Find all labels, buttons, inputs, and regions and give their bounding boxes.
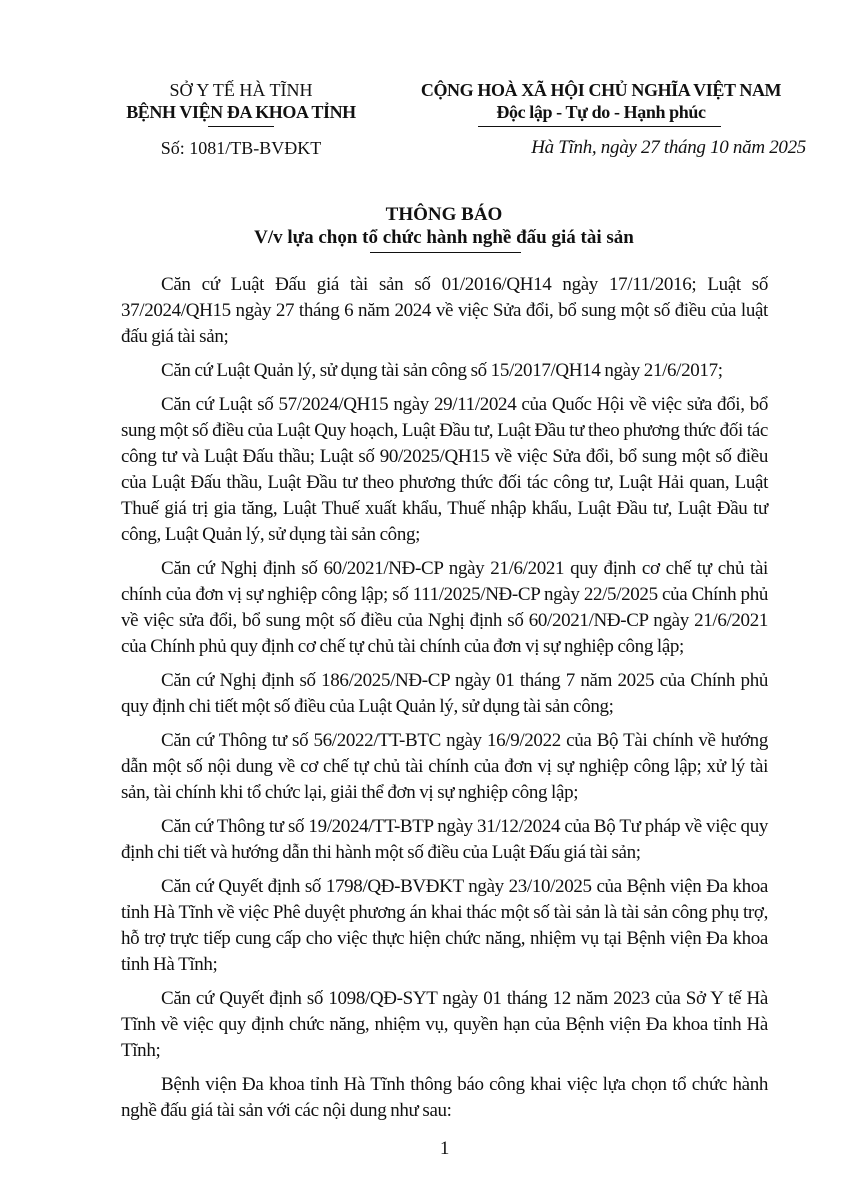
subject-underline-wrap (100, 249, 788, 255)
issuing-agency-block (96, 79, 386, 159)
document-title-block (100, 203, 788, 255)
organization-underline (208, 126, 274, 127)
place-and-date: Hà Tĩnh, ngày 27 tháng 10 năm 2025 (531, 137, 806, 158)
document-subject: V/v lựa chọn tổ chức hành nghề đấu giá tài sản (254, 227, 634, 248)
document-number: Số: 1081/TB-BVĐKT (160, 138, 322, 158)
motto-underline (478, 126, 721, 127)
document-header (96, 79, 806, 159)
legal-basis-paragraph: Căn cứ Luật Đấu giá tài sản số 01/2016/QH14 ngày 17/11/2016; Luật số 37/2024/QH15 ngày 27 tháng 6 năm 2024 về việc Sửa đổi, bổ sung một số điều của luật đấu giá tài sản; (121, 274, 768, 347)
organization-name: BỆNH VIỆN ĐA KHOA TỈNH (126, 102, 356, 122)
announcement-paragraph: Bệnh viện Đa khoa tỉnh Hà Tĩnh thông báo công khai việc lựa chọn tổ chức hành nghề đấu giá tài sản với các nội dung như sau: (121, 1074, 768, 1121)
department-name: SỞ Y TẾ HÀ TĨNH (169, 80, 313, 100)
legal-basis-paragraph: Căn cứ Luật số 57/2024/QH15 ngày 29/11/2024 của Quốc Hội về việc sửa đổi, bổ sung một số điều của Luật Quy hoạch, Luật Đầu tư, Luật Đầu tư theo phương thức đối tác công tư và Luật Đấu thầu; Luật số 90/2025/QH15 về việc Sửa đổi, bổ sung một số điều của Luật Đấu thầu, Luật Đầu tư theo phương thức đối tác công tư, Luật Hải quan, Luật Thuế giá trị gia tăng, Luật Thuế xuất khẩu, Thuế nhập khẩu, Luật Đầu tư, Luật Đầu tư công, Luật Quản lý, sử dụng tài sản công; (121, 394, 768, 545)
legal-basis-paragraph: Căn cứ Luật Quản lý, sử dụng tài sản công số 15/2017/QH14 ngày 21/6/2017; (161, 360, 723, 381)
page-number: 1 (439, 1138, 450, 1159)
national-title: CỘNG HOÀ XÃ HỘI CHỦ NGHĨA VIỆT NAM (420, 80, 782, 100)
document-body (121, 272, 768, 1162)
legal-basis-paragraph: Căn cứ Thông tư số 56/2022/TT-BTC ngày 16/9/2022 của Bộ Tài chính về hướng dẫn một số nội dung về cơ chế tự chủ tài chính của đơn vị sự nghiệp công lập; xử lý tài sản, tài chính khi tổ chức lại, giải thể đơn vị sự nghiệp công lập; (121, 730, 768, 803)
legal-basis-paragraph: Căn cứ Thông tư số 19/2024/TT-BTP ngày 31/12/2024 của Bộ Tư pháp về việc quy định chi tiết và hướng dẫn thi hành một số điều của Luật Đấu giá tài sản; (121, 816, 768, 863)
subject-underline (370, 252, 521, 253)
document-title: THÔNG BÁO (385, 204, 503, 225)
legal-basis-paragraph: Căn cứ Quyết định số 1098/QĐ-SYT ngày 01 tháng 12 năm 2023 của Sở Y tế Hà Tĩnh về việc quy định chức năng, nhiệm vụ, quyền hạn của Bệnh viện Đa khoa tỉnh Hà Tĩnh; (121, 988, 768, 1061)
organization-underline-wrap (96, 123, 386, 131)
legal-basis-paragraph: Căn cứ Nghị định số 186/2025/NĐ-CP ngày 01 tháng 7 năm 2025 của Chính phủ quy định chi tiết một số điều của Luật Quản lý, sử dụng tài sản công; (121, 670, 768, 717)
national-motto: Độc lập - Tự do - Hạnh phúc (496, 102, 706, 122)
national-header-block (396, 79, 806, 159)
motto-underline-wrap (396, 123, 806, 131)
legal-basis-paragraph: Căn cứ Nghị định số 60/2021/NĐ-CP ngày 21/6/2021 quy định cơ chế tự chủ tài chính của đơn vị sự nghiệp công lập; số 111/2025/NĐ-CP ngày 22/5/2025 của Chính phủ về việc sửa đổi, bổ sung một số điều của Nghị định số 60/2021/NĐ-CP ngày 21/6/2021 của Chính phủ quy định cơ chế tự chủ tài chính của đơn vị sự nghiệp công lập; (121, 558, 768, 657)
legal-basis-paragraph: Căn cứ Quyết định số 1798/QĐ-BVĐKT ngày 23/10/2025 của Bệnh viện Đa khoa tỉnh Hà Tĩnh về việc Phê duyệt phương án khai thác một số tài sản là tài sản công phụ trợ, hỗ trợ trực tiếp cung cấp cho việc thực hiện chức năng, nhiệm vụ tại Bệnh viện Đa khoa tỉnh Hà Tĩnh; (121, 876, 768, 975)
